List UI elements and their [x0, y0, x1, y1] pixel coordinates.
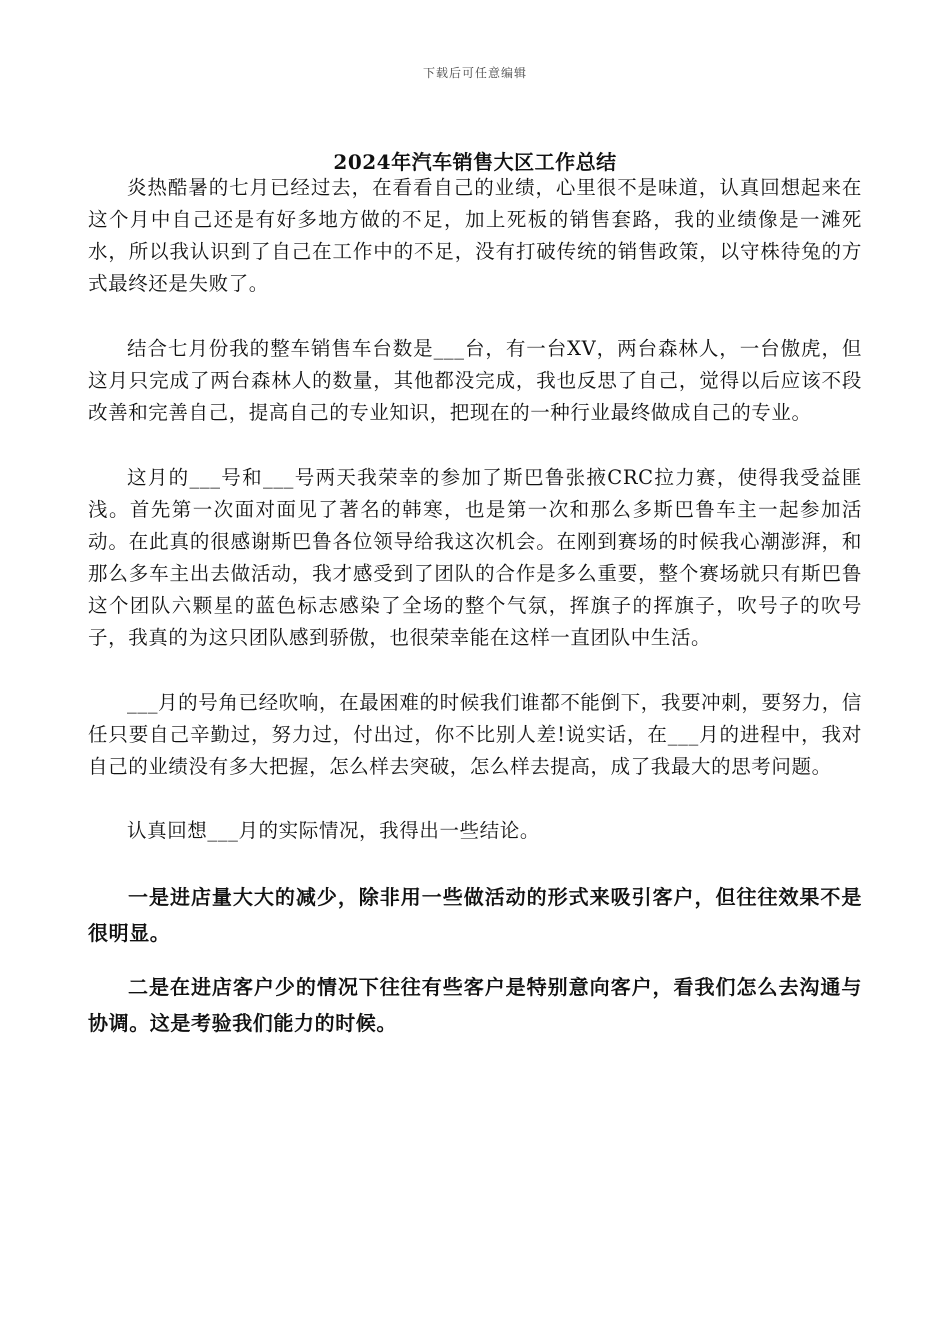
paragraph-intro: 炎热酷暑的七月已经过去，在看看自己的业绩，心里很不是味道，认真回想起来在这个月中自己还是有好多地方做的不足，加上死板的销售套路，我的业绩像是一滩死水，所以我认识到了自己在工作中的不足，没有打破传统的销售政策，以守株待兔的方式最终还是失败了。	[88, 176, 862, 295]
document-body	[88, 172, 862, 1041]
paragraph-conclusion-two: 二是在进店客户少的情况下往往有些客户是特别意向客户，看我们怎么去沟通与协调。这是考验我们能力的时候。	[88, 975, 862, 1035]
paragraph-sales-count: 结合七月份我的整车销售车台数是___台，有一台XV，两台森林人，一台傲虎，但这月只完成了两台森林人的数量，其他都没完成，我也反思了自己，觉得以后应该不段改善和完善自己，提高自己的专业知识，把现在的一种行业最终做成自己的专业。	[88, 337, 862, 424]
paragraph-conclusion-intro: 认真回想___月的实际情况，我得出一些结论。	[127, 819, 540, 842]
paragraph-rally-event: 这月的___号和___号两天我荣幸的参加了斯巴鲁张掖CRC拉力赛，使得我受益匪浅。首先第一次面对面见了著名的韩寒，也是第一次和那么多斯巴鲁车主一起参加活动。在此真的很感谢斯巴鲁各位领导给我这次机会。在刚到赛场的时候我心潮澎湃，和那么多车主出去做活动，我才感受到了团队的合作是多么重要，整个赛场就只有斯巴鲁这个团队六颗星的蓝色标志感染了全场的整个气氛，挥旗子的挥旗子，吹号子的吹号子，我真的为这只团队感到骄傲，也很荣幸能在这样一直团队中生活。	[88, 466, 862, 649]
document-title: 2024年汽车销售大区工作总结	[333, 150, 617, 174]
paragraph-outlook: ___月的号角已经吹响，在最困难的时候我们谁都不能倒下，我要冲刺，要努力，信任只要自己辛勤过，努力过，付出过，你不比别人差!说实话，在___月的进程中，我对自己的业绩没有多大把握，怎么样去突破，怎么样去提高，成了我最大的思考问题。	[88, 691, 862, 778]
paragraph-conclusion-one: 一是进店量大大的减少，除非用一些做活动的形式来吸引客户，但往往效果不是很明显。	[88, 885, 862, 945]
page-header-note: 下载后可任意编辑	[422, 66, 527, 80]
